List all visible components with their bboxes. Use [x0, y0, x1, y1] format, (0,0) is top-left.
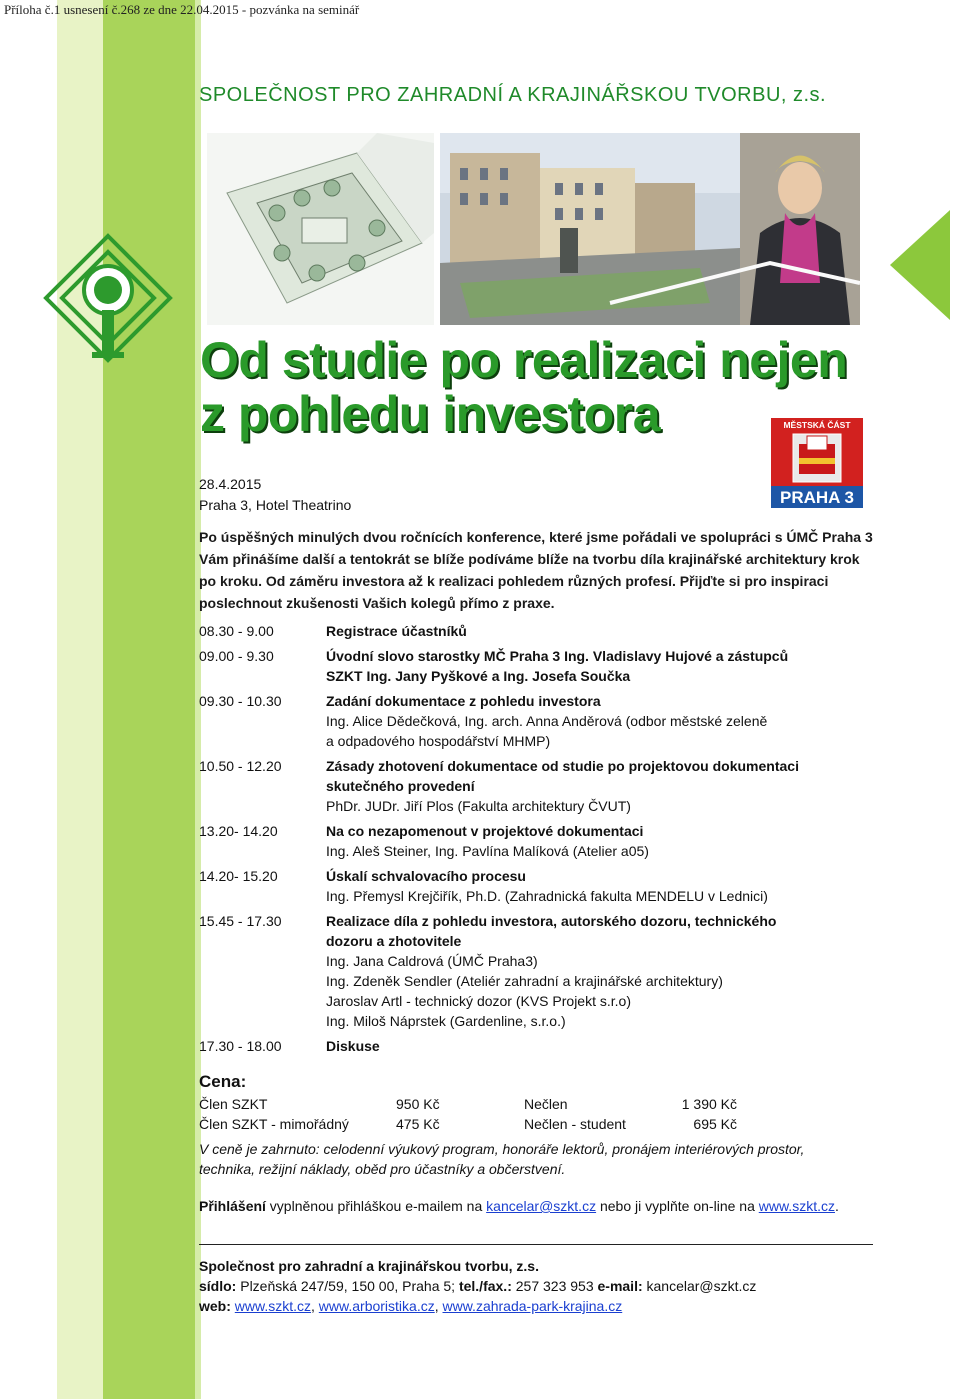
footer-web-link-arboristika[interactable]: www.arboristika.cz [318, 1298, 435, 1314]
intro-line: Vám přinášíme další a tentokrát se blíže podíváme blíže na tvorbu díla krajinářské architektury krok [199, 551, 860, 567]
footer [199, 1256, 756, 1316]
footer-web-link-zahrada[interactable]: www.zahrada-park-krajina.cz [442, 1298, 623, 1314]
schedule-title: Realizace díla z pohledu investora, autorského dozoru, technického [326, 913, 777, 929]
schedule-title: Úskalí schvalovacího procesu [326, 868, 526, 884]
background-stripe-green [103, 0, 195, 1399]
schedule-row [199, 621, 919, 641]
price-cell: Člen SZKT [199, 1096, 268, 1112]
footer-web-label: web: [199, 1298, 231, 1314]
schedule-speaker: Ing. Zdeněk Sendler (Ateliér zahradní a krajinářské architektury) [326, 973, 723, 989]
footer-web-link-szkt[interactable]: www.szkt.cz [234, 1298, 312, 1314]
praha3-logo [771, 418, 863, 508]
schedule-speaker: Ing. Aleš Steiner, Ing. Pavlína Malíková (Atelier a05) [326, 843, 649, 859]
schedule-speaker: Ing. Alice Dědečková, Ing. arch. Anna Anděrová (odbor městské zeleně [326, 713, 768, 729]
footer-web: web: www.szkt.cz, www.arboristika.cz, www.zahrada-park-krajina.cz [199, 1298, 623, 1314]
schedule-title: Zásady zhotovení dokumentace od studie po projektovou dokumentaci [326, 758, 799, 774]
schedule-time: 15.45 - 17.30 [199, 913, 282, 929]
registration-text [199, 1198, 839, 1214]
schedule-title: Na co nezapomenout v projektové dokumentaci [326, 823, 644, 839]
organization-name: SPOLEČNOST PRO ZAHRADNÍ A KRAJINÁŘSKOU TVORBU, z.s. [199, 84, 827, 106]
price-cell: 475 Kč [396, 1116, 440, 1132]
schedule-time: 09.30 - 10.30 [199, 693, 282, 709]
intro-paragraph [199, 526, 889, 614]
tree-logo-icon [40, 232, 200, 372]
schedule-time: 09.00 - 9.30 [199, 648, 274, 664]
headline-line-2: z pohledu investora [200, 386, 661, 442]
park-opening-photo [440, 133, 860, 325]
event-meta [199, 474, 351, 516]
registration-text-2: nebo ji vyplňte on-line na [596, 1198, 759, 1214]
intro-line: Po úspěšných minulých dvou ročnících konference, které jsme pořádali ve spolupráci s ÚMČ Praha 3 [199, 529, 873, 545]
schedule-speaker: Jaroslav Artl - technický dozor (KVS Projekt s.r.o) [326, 993, 631, 1009]
schedule-title-cont: SZKT Ing. Jany Pyškové a Ing. Josefa Součka [326, 668, 631, 684]
praha3-logo-top: MĚSTSKÁ ČÁST [783, 420, 851, 430]
price-cell: 950 Kč [396, 1096, 440, 1112]
schedule-speaker: Ing. Jana Caldrová (ÚMČ Praha3) [326, 953, 538, 969]
intro-line: poslechnout zkušenosti Vašich kolegů přímo z praxe. [199, 595, 555, 611]
schedule-title: Úvodní slovo starostky MČ Praha 3 Ing. Vladislavy Hujové a zástupců [326, 648, 789, 664]
attachment-note: Příloha č.1 usnesení č.268 ze dne 22.04.2015 - pozvánka na seminář [4, 2, 360, 17]
registration-web-link[interactable]: www.szkt.cz [758, 1198, 835, 1214]
schedule-row [199, 821, 919, 861]
program-schedule [199, 621, 919, 1061]
price-cell: 1 390 Kč [681, 1096, 737, 1112]
footer-contact [199, 1276, 756, 1296]
price-row [199, 1094, 737, 1114]
event-date: 28.4.2015 [199, 476, 262, 492]
registration-text-1: vyplněnou přihláškou e-mailem na [265, 1198, 487, 1214]
price-cell: Člen SZKT - mimořádný [199, 1116, 349, 1132]
event-place: Praha 3, Hotel Theatrino [199, 497, 352, 513]
registration-text-3: . [834, 1198, 839, 1214]
registration-label: Přihlášení [199, 1198, 266, 1214]
price-heading: Cena: [199, 1072, 247, 1091]
praha3-logo-bottom: PRAHA 3 [780, 488, 854, 507]
decorative-triangle-icon [890, 210, 950, 320]
price-table [199, 1094, 737, 1134]
background-stripe-light [57, 0, 103, 1399]
footer-email-label: e-mail: [597, 1278, 643, 1294]
schedule-title: Zadání dokumentace z pohledu investora [326, 693, 601, 709]
schedule-time: 17.30 - 18.00 [199, 1038, 282, 1054]
schedule-row [199, 866, 919, 906]
footer-divider [199, 1244, 873, 1245]
price-cell: Nečlen [524, 1096, 568, 1112]
footer-seat-label: sídlo: [199, 1278, 237, 1294]
event-headline [200, 333, 847, 441]
note-line: V ceně je zahrnuto: celodenní výukový program, honoráře lektorů, pronájem interiérových prostor, [199, 1141, 805, 1157]
park-model-image [207, 133, 434, 325]
schedule-title-cont: skutečného provedení [326, 778, 475, 794]
schedule-title: Registrace účastníků [326, 623, 467, 639]
price-cell: 695 Kč [693, 1116, 737, 1132]
schedule-time: 13.20- 14.20 [199, 823, 278, 839]
footer-org-name: Společnost pro zahradní a krajinářskou tvorbu, z.s. [199, 1258, 539, 1274]
schedule-speaker: Ing. Přemysl Krejčiřík, Ph.D. (Zahradnická fakulta MENDELU v Lednici) [326, 888, 768, 904]
schedule-speaker: a odpadového hospodářství MHMP) [326, 733, 551, 749]
schedule-row [199, 911, 919, 1031]
price-cell: Nečlen - student [524, 1116, 626, 1132]
schedule-time: 08.30 - 9.00 [199, 623, 274, 639]
price-includes-note [199, 1139, 899, 1179]
praha3-emblem-icon [771, 418, 863, 508]
intro-line: po kroku. Od záměru investora až k realizaci pohledem různých profesí. Přijďte si pro inspiraci [199, 573, 829, 589]
headline-line-1: Od studie po realizaci nejen [200, 332, 848, 388]
footer-email: kancelar@szkt.cz [642, 1278, 757, 1294]
schedule-speaker: Ing. Miloš Náprstek (Gardenline, s.r.o.) [326, 1013, 566, 1029]
schedule-time: 10.50 - 12.20 [199, 758, 282, 774]
footer-tel-label: tel./fax.: [458, 1278, 512, 1294]
schedule-time: 14.20- 15.20 [199, 868, 278, 884]
footer-tel: 257 323 953 [511, 1278, 598, 1294]
schedule-row [199, 646, 919, 686]
price-row [199, 1114, 737, 1134]
registration-email-link[interactable]: kancelar@szkt.cz [486, 1198, 597, 1214]
schedule-row [199, 756, 919, 816]
schedule-title-cont: dozoru a zhotovitele [326, 933, 462, 949]
schedule-speaker: PhDr. JUDr. Jiří Plos (Fakulta architektury ČVUT) [326, 798, 631, 814]
note-line: technika, režijní náklady, oběd pro účastníky a občerstvení. [199, 1161, 566, 1177]
schedule-row [199, 1036, 919, 1056]
schedule-row [199, 691, 919, 751]
footer-seat: Plzeňská 247/59, 150 00, Praha 5; [236, 1278, 459, 1294]
schedule-title: Diskuse [326, 1038, 380, 1054]
